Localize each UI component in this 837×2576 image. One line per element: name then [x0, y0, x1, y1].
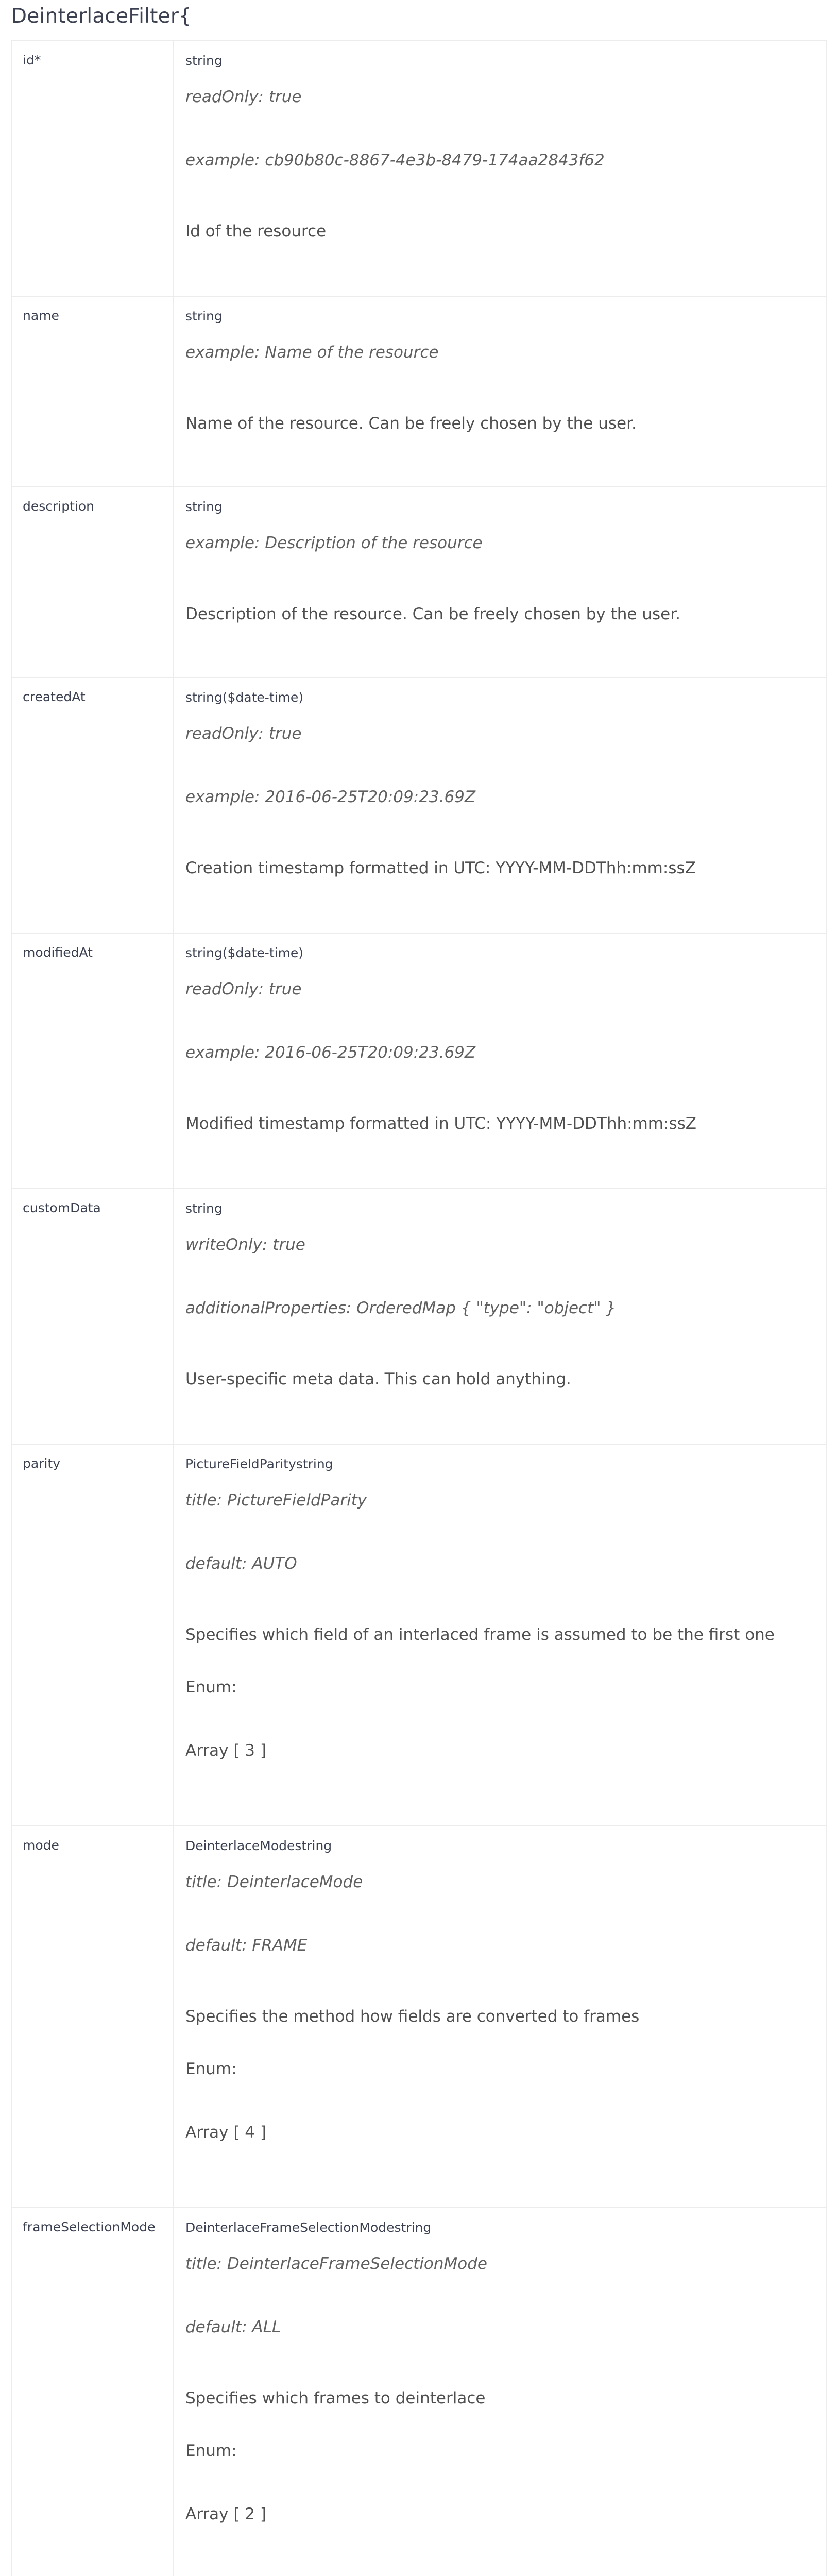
property-type: string	[185, 499, 223, 514]
property-type: string($date-time)	[185, 945, 304, 960]
property-example: example: Description of the resource	[185, 534, 483, 552]
property-type: DeinterlaceFrameSelectionModestring	[185, 2220, 432, 2235]
property-description: Specifies which field of an interlaced frame is assumed to be the first one	[185, 1625, 775, 1644]
property-description: User-specific meta data. This can hold anything.	[185, 1370, 571, 1388]
property-readonly: readOnly: true	[185, 724, 302, 743]
property-detail	[174, 487, 826, 677]
property-description: Specifies which frames to deinterlace	[185, 2389, 486, 2408]
property-name: customData	[12, 1189, 174, 1444]
property-type: string($date-time)	[185, 690, 304, 705]
property-detail	[174, 678, 826, 933]
property-enum-label: Enum:	[185, 2060, 237, 2078]
property-name: frameSelectionMode	[12, 2208, 174, 2576]
property-description: Id of the resource	[185, 222, 327, 241]
property-example: example: cb90b80c-8867-4e3b-8479-174aa2843f62	[185, 151, 605, 170]
property-row-customdata	[12, 1189, 826, 1445]
property-example: example: 2016-06-25T20:09:23.69Z	[185, 788, 476, 806]
property-name: mode	[12, 1826, 174, 2207]
property-detail	[174, 1189, 826, 1444]
property-type: PictureFieldParitystring	[185, 1456, 333, 1471]
property-type: string	[185, 1201, 223, 1216]
property-name: id*	[12, 41, 174, 296]
property-name: name	[12, 297, 174, 486]
property-detail	[174, 1826, 826, 2207]
property-description: Creation timestamp formatted in UTC: YYYY-MM-DDThh:mm:ssZ	[185, 859, 696, 877]
property-title: title: DeinterlaceMode	[185, 1873, 363, 1891]
property-description: Description of the resource. Can be freely chosen by the user.	[185, 605, 680, 623]
property-writeonly: writeOnly: true	[185, 1235, 305, 1254]
property-name: modifiedAt	[12, 934, 174, 1188]
property-detail	[174, 297, 826, 486]
property-type: string	[185, 53, 223, 68]
property-description: Modified timestamp formatted in UTC: YYYY-MM-DDThh:mm:ssZ	[185, 1114, 696, 1133]
property-default: default: ALL	[185, 2318, 281, 2336]
property-default: default: FRAME	[185, 1936, 308, 1955]
property-additional-properties: additionalProperties: OrderedMap { "type": "object" }	[185, 1299, 617, 1317]
model-title: DeinterlaceFilter{	[11, 5, 192, 28]
property-example: example: 2016-06-25T20:09:23.69Z	[185, 1043, 476, 1062]
property-row-parity	[12, 1445, 826, 1826]
property-type: string	[185, 309, 223, 324]
property-name: description	[12, 487, 174, 677]
property-row-description	[12, 487, 826, 678]
property-description: Name of the resource. Can be freely chosen by the user.	[185, 414, 637, 433]
property-description: Specifies the method how fields are converted to frames	[185, 2007, 640, 2026]
property-type: DeinterlaceModestring	[185, 1838, 332, 1853]
property-row-createdat	[12, 678, 826, 934]
property-row-mode	[12, 1826, 826, 2208]
property-enum-array-toggle[interactable]: Array [ 3 ]	[185, 1741, 266, 1760]
property-row-name	[12, 297, 826, 487]
property-detail	[174, 2208, 826, 2576]
property-default: default: AUTO	[185, 1554, 297, 1573]
property-title: title: DeinterlaceFrameSelectionMode	[185, 2255, 487, 2273]
property-row-id	[12, 41, 826, 297]
properties-table	[11, 40, 827, 2576]
property-example: example: Name of the resource	[185, 343, 439, 362]
property-detail	[174, 41, 826, 296]
property-name: createdAt	[12, 678, 174, 933]
property-readonly: readOnly: true	[185, 88, 302, 106]
property-enum-array-toggle[interactable]: Array [ 2 ]	[185, 2505, 266, 2523]
property-readonly: readOnly: true	[185, 980, 302, 998]
property-enum-array-toggle[interactable]: Array [ 4 ]	[185, 2123, 266, 2142]
property-detail	[174, 1445, 826, 1825]
property-enum-label: Enum:	[185, 1678, 237, 1697]
property-row-frameselectionmode	[12, 2208, 826, 2576]
property-detail	[174, 934, 826, 1188]
property-row-modifiedat	[12, 934, 826, 1189]
property-title: title: PictureFieldParity	[185, 1491, 367, 1510]
property-name: parity	[12, 1445, 174, 1825]
property-enum-label: Enum:	[185, 2442, 237, 2460]
